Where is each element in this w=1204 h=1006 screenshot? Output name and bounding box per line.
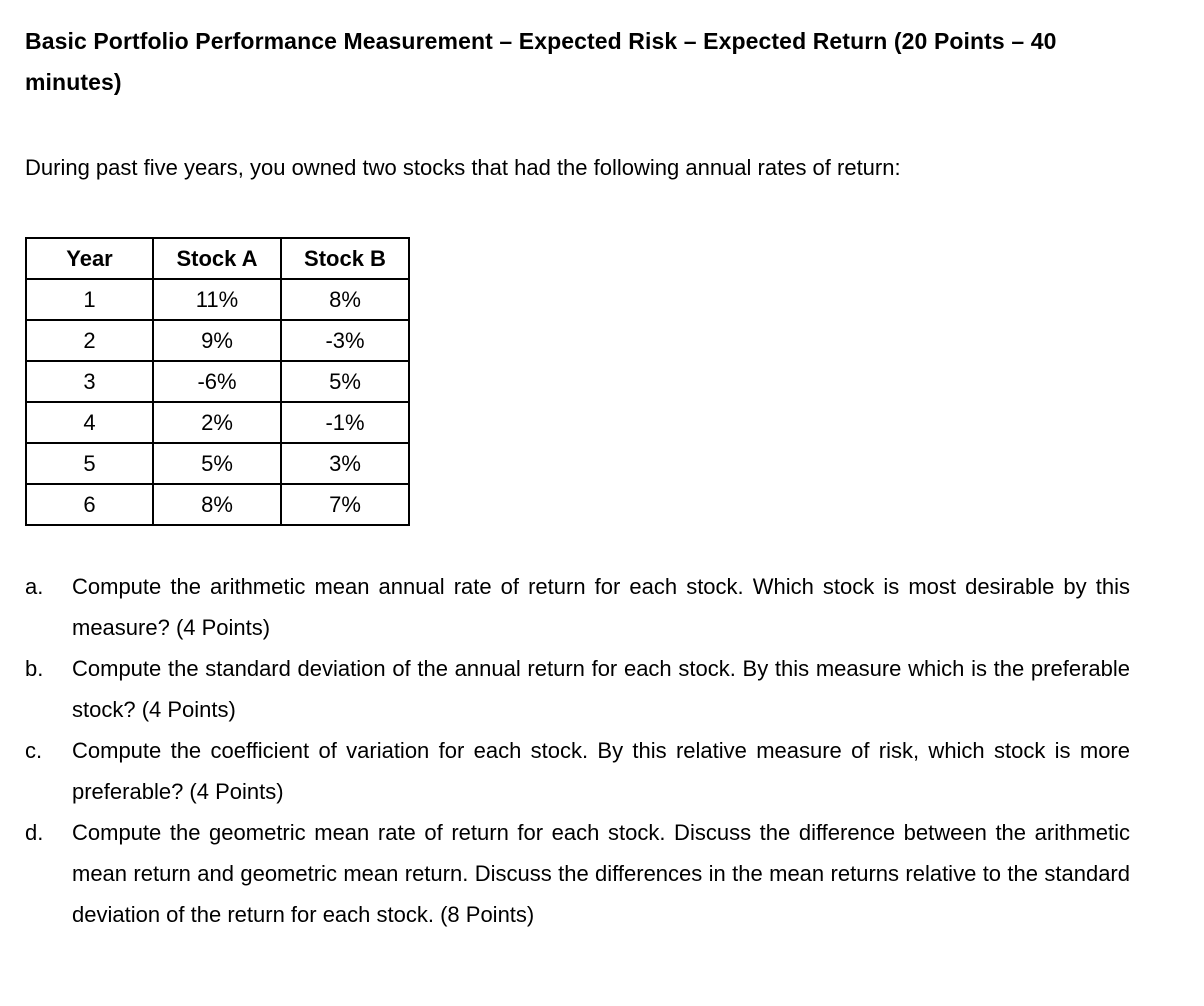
table-row [26, 402, 409, 443]
table-header-row [26, 238, 409, 279]
stock-b-cell: -1% [281, 402, 409, 443]
stock-b-cell: 8% [281, 279, 409, 320]
year-cell: 3 [26, 361, 153, 402]
question-text: Compute the arithmetic mean annual rate of return for each stock. Which stock is most desirable by this measure? (4 Points) [72, 574, 1130, 640]
list-marker: d. [25, 820, 44, 845]
column-header-year: Year [26, 238, 153, 279]
list-item-d [25, 812, 1130, 935]
column-header-stock-a: Stock A [153, 238, 281, 279]
page-title: Basic Portfolio Performance Measurement – Expected Risk – Expected Return (20 Points – 40 minutes) [25, 28, 1057, 95]
table-row [26, 443, 409, 484]
table-row [26, 361, 409, 402]
table-row [26, 320, 409, 361]
year-cell: 4 [26, 402, 153, 443]
stock-b-cell: 3% [281, 443, 409, 484]
year-cell: 2 [26, 320, 153, 361]
stock-a-cell: 11% [153, 279, 281, 320]
column-header-stock-b: Stock B [281, 238, 409, 279]
annual-returns-table [25, 237, 410, 526]
intro-paragraph: During past five years, you owned two stocks that had the following annual rates of return: [25, 155, 901, 180]
stock-a-cell: 2% [153, 402, 281, 443]
year-cell: 6 [26, 484, 153, 525]
list-item-a [25, 566, 1130, 648]
question-text: Compute the standard deviation of the annual return for each stock. By this measure which is the preferable stock? (4 Points) [72, 656, 1130, 722]
list-marker: c. [25, 738, 43, 763]
stock-a-cell: 5% [153, 443, 281, 484]
year-cell: 5 [26, 443, 153, 484]
list-marker: b. [25, 656, 44, 681]
stock-b-cell: -3% [281, 320, 409, 361]
question-text: Compute the geometric mean rate of return for each stock. Discuss the difference between the arithmetic mean return and geometric mean return. Discuss the differences in the mean returns relative to the standard deviation of the return for each stock. (8 Points) [72, 820, 1130, 927]
list-marker: a. [25, 574, 44, 599]
question-text: Compute the coefficient of variation for each stock. By this relative measure of risk, which stock is more preferable? (4 Points) [72, 738, 1130, 804]
stock-a-cell: 8% [153, 484, 281, 525]
stock-b-cell: 7% [281, 484, 409, 525]
table-row [26, 279, 409, 320]
year-cell: 1 [26, 279, 153, 320]
stock-b-cell: 5% [281, 361, 409, 402]
table-row [26, 484, 409, 525]
list-item-c [25, 730, 1130, 812]
questions-list [25, 566, 1130, 935]
stock-a-cell: -6% [153, 361, 281, 402]
stock-a-cell: 9% [153, 320, 281, 361]
list-item-b [25, 648, 1130, 730]
